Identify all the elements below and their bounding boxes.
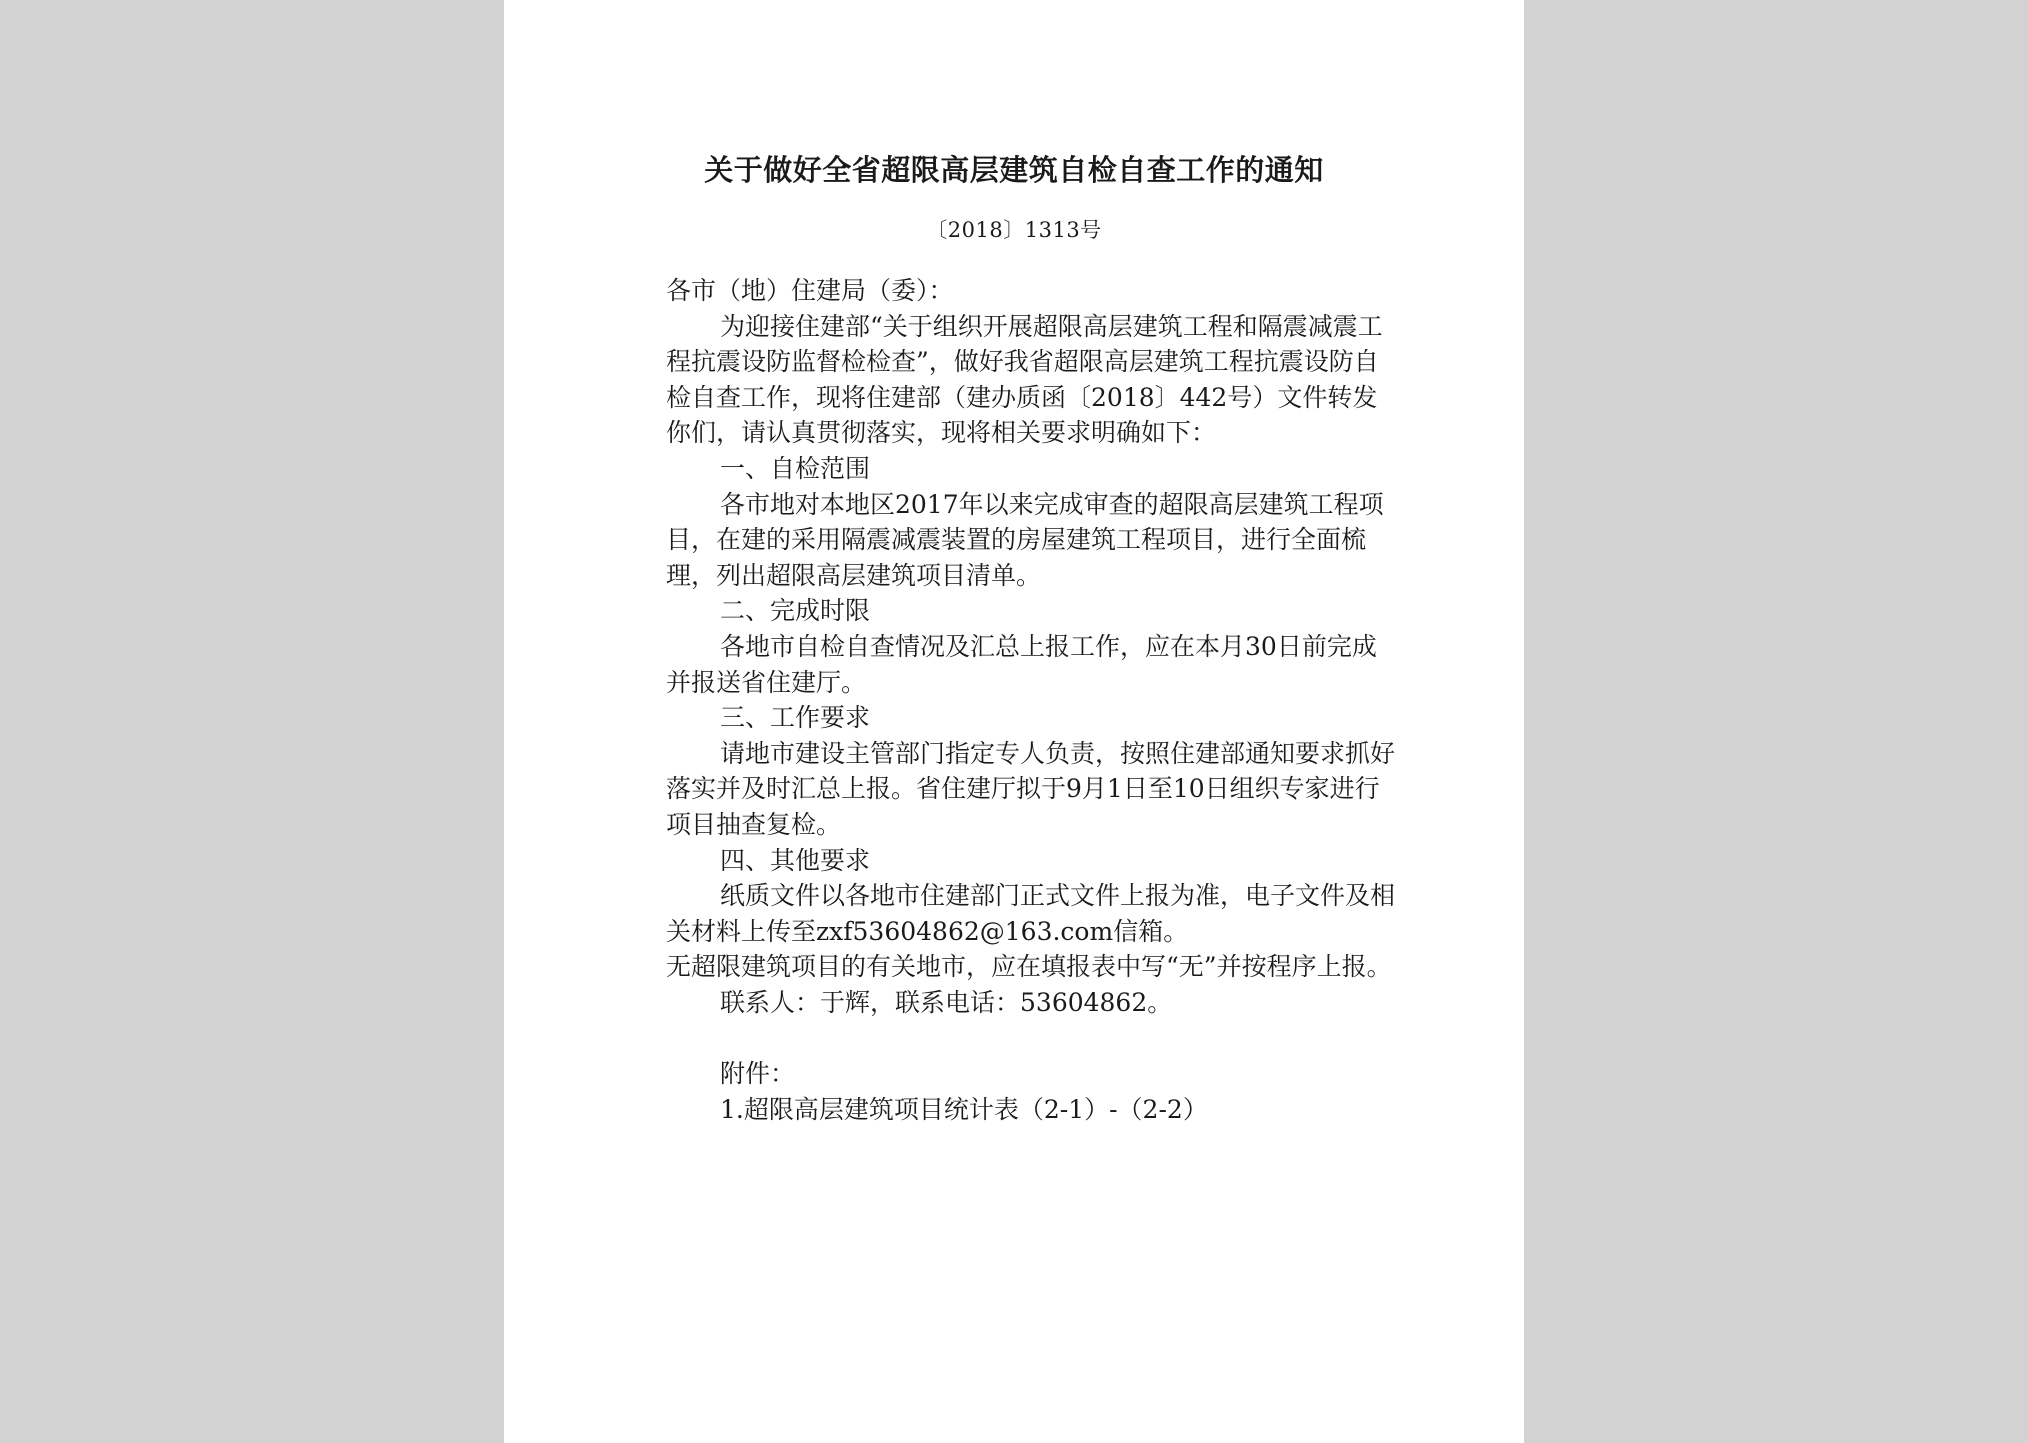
document-title: 关于做好全省超限高层建筑自检自查工作的通知 bbox=[704, 153, 1324, 187]
section-3-body: 请地市建设主管部门指定专人负责，按照住建部通知要求抓好落实并及时汇总上报。省住建厅拟于9月1日至10日组织专家进行项目抽查复检。 bbox=[666, 738, 1396, 839]
section-4-heading: 四、其他要求 bbox=[720, 845, 871, 875]
attachment-item: 1.超限高层建筑项目统计表（2-1）-（2-2） bbox=[720, 1094, 1208, 1124]
section-2-body: 各地市自检自查情况及汇总上报工作，应在本月30日前完成并报送省住建厅。 bbox=[666, 631, 1377, 697]
document-page bbox=[504, 0, 1524, 1443]
intro-paragraph: 为迎接住建部“关于组织开展超限高层建筑工程和隔震减震工程抗震设防监督检检查”，做好我省超限高层建筑工程抗震设防自检自查工作，现将住建部（建办质函〔2018〕442号）文件转发你们，请认真贯彻落实，现将相关要求明确如下： bbox=[666, 311, 1383, 448]
document-body bbox=[666, 273, 1396, 1127]
salutation: 各市（地）住建局（委）： bbox=[666, 276, 954, 305]
section-1-body: 各市地对本地区2017年以来完成审查的超限高层建筑工程项目，在建的采用隔震减震装置的房屋建筑工程项目，进行全面梳理，列出超限高层建筑项目清单。 bbox=[666, 489, 1384, 590]
spacer bbox=[666, 1020, 1396, 1056]
section-1-heading: 一、自检范围 bbox=[720, 453, 871, 483]
contact-line: 联系人：于辉，联系电话：53604862。 bbox=[720, 987, 1173, 1017]
section-3-heading: 三、工作要求 bbox=[720, 703, 871, 733]
section-4-body: 纸质文件以各地市住建部门正式文件上报为准，电子文件及相关材料上传至zxf53604862@163.com信箱。 bbox=[666, 881, 1396, 946]
extra-note: 无超限建筑项目的有关地市，应在填报表中写“无”并按程序上报。 bbox=[666, 952, 1392, 982]
document-number: 〔2018〕1313号 bbox=[926, 218, 1102, 242]
section-2-heading: 二、完成时限 bbox=[720, 596, 871, 626]
attachment-label: 附件： bbox=[720, 1059, 796, 1089]
